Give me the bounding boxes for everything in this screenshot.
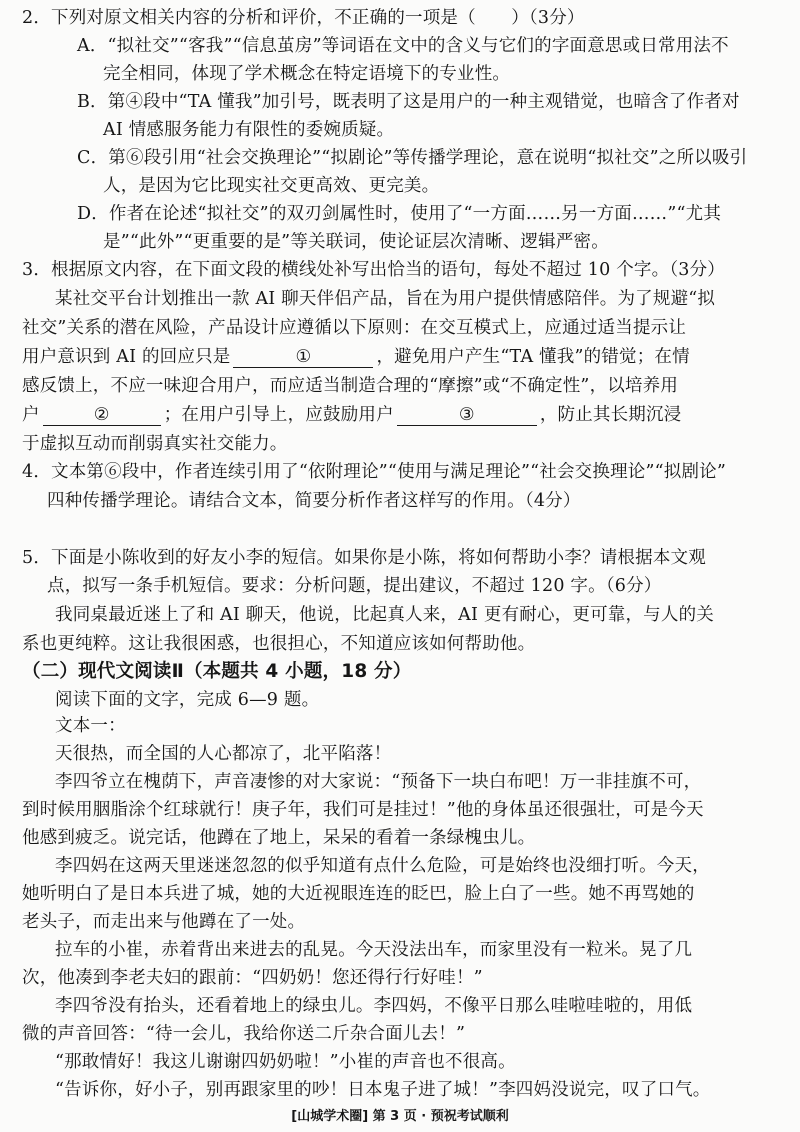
- answer-blank-2[interactable]: ②: [43, 405, 161, 426]
- q2-option-d-cont: 是”“此外”“更重要的是”等关联词，使论证层次清晰、逻辑严密。: [103, 232, 609, 252]
- section-heading: （二）现代文阅读Ⅱ（本题共 4 小题，18 分）: [22, 661, 412, 682]
- story-line: 老头子，而走出来与他蹲在了一处。: [22, 912, 306, 932]
- q3-passage-text: ，防止其长期沉浸: [539, 405, 682, 425]
- story-line: “那敢情好！我这儿谢谢四奶奶啦！”小崔的声音也不很高。: [55, 1052, 516, 1072]
- q2-option-a: A．“拟社交”“客我”“信息茧房”等词语在文中的含义与它们的字面意思或日常用法不: [77, 36, 729, 56]
- story-line: 他感到疲乏。说完话，他蹲在了地上，呆呆的看着一条绿槐虫儿。: [22, 828, 536, 848]
- section-instruction: 阅读下面的文字，完成 6—9 题。: [55, 690, 320, 710]
- answer-blank-1[interactable]: ①: [233, 347, 373, 368]
- q3-stem: 3．根据原文内容，在下面文段的横线处补写出恰当的语句，每处不超过 10 个字。（3分）: [22, 260, 726, 280]
- story-line: 她听明白了是日本兵进了城，她的大近视眼连连的眨巴，脸上白了一些。她不再骂她的: [22, 884, 695, 904]
- story-line: 李四爷没有抬头，还看着地上的绿虫儿。李四妈，不像平日那么哇啦哇啦的，用低: [55, 996, 693, 1016]
- q5-sms-text: 系也更纯粹。这让我很困惑，也很担心，不知道应该如何帮助他。: [22, 634, 536, 654]
- q3-passage-line: 感反馈上，不应一味迎合用户，而应适当制造合理的“摩擦”或“不确定性”，以培养用: [22, 376, 679, 396]
- story-line: 李四妈在这两天里迷迷忽忽的似乎知道有点什么危险，可是始终也没细打听。今天，: [55, 856, 710, 876]
- story-line: 到时候用胭脂涂个红球就行！庚子年，我们可是挂过！”他的身体虽还很强壮，可是今天: [22, 800, 704, 820]
- q2-stem: 2．下列对原文相关内容的分析和评价，不正确的一项是（ ）（3分）: [22, 8, 585, 28]
- story-line: 天很热，而全国的人心都凉了，北平陷落！: [55, 744, 392, 764]
- story-line: 李四爷立在槐荫下，声音凄惨的对大家说：“预备下一块白布吧！万一非挂旗不可，: [55, 772, 702, 792]
- q3-passage-text: 用户意识到 AI 的回应只是: [22, 347, 231, 367]
- q2-option-d: D．作者在论述“拟社交”的双刃剑属性时，使用了“一方面……另一方面……”“尤其: [77, 204, 722, 224]
- q2-option-c: C．第⑥段引用“社会交换理论”“拟剧论”等传播学理论，意在说明“拟社交”之所以吸引: [77, 148, 748, 168]
- answer-blank-3[interactable]: ③: [397, 405, 537, 426]
- q3-passage-line: 于虚拟互动而削弱真实社交能力。: [22, 434, 288, 454]
- q2-option-a-cont: 完全相同，体现了学术概念在特定语境下的专业性。: [103, 64, 511, 84]
- q2-option-b-cont: AI 情感服务能力有限性的委婉质疑。: [103, 120, 395, 140]
- story-line: 微的声音回答：“待一会儿，我给你送二斤杂合面儿去！”: [22, 1024, 466, 1044]
- story-line: “告诉你，好小子，别再跟家里的吵！日本鬼子进了城！”李四妈没说完，叹了口气。: [55, 1080, 711, 1100]
- q3-passage-text: ，避免用户产生“TA 懂我”的错觉；在情: [376, 347, 690, 367]
- q3-passage-line: 某社交平台计划推出一款 AI 聊天伴侣产品，旨在为用户提供情感陪伴。为了规避“拟: [55, 289, 716, 309]
- story-line: 拉车的小崔，赤着背出来进去的乱晃。今天没法出车，而家里没有一粒米。晃了几: [55, 940, 693, 960]
- story-line: 次，他凑到李老夫妇的跟前：“四奶奶！您还得行行好哇！”: [22, 968, 483, 988]
- q3-passage-text: ；在用户引导上，应鼓励用户: [163, 405, 394, 425]
- text-label: 文本一：: [55, 716, 126, 736]
- q4-stem: 4．文本第⑥段中，作者连续引用了“依附理论”“使用与满足理论”“社会交换理论”“拟剧论”: [22, 462, 727, 482]
- q2-option-c-cont: 人，是因为它比现实社交更高效、更完美。: [103, 176, 440, 196]
- q3-passage-line: 社交”关系的潜在风险，产品设计应遵循以下原则：在交互模式上，应通过适当提示让: [22, 318, 687, 338]
- q5-stem-cont: 点，拟写一条手机短信。要求：分析问题，提出建议，不超过 120 字。（6分）: [47, 576, 662, 596]
- q3-passage-text: 户: [22, 405, 40, 425]
- q5-sms-text: 我同桌最近迷上了和 AI 聊天，他说，比起真人来，AI 更有耐心，更可靠，与人的关: [55, 605, 714, 625]
- q5-stem: 5．下面是小陈收到的好友小李的短信。如果你是小陈，将如何帮助小李？请根据本文观: [22, 548, 706, 568]
- q3-passage-line: [22, 403, 681, 427]
- page-footer: [山城学术圈] 第 3 页 · 预祝考试顺利: [291, 1109, 509, 1124]
- q4-stem-cont: 四种传播学理论。请结合文本，简要分析作者这样写的作用。（4分）: [47, 491, 581, 511]
- q2-option-b: B．第④段中“TA 懂我”加引号，既表明了这是用户的一种主观错觉，也暗含了作者对: [77, 92, 740, 112]
- q3-passage-line: [22, 345, 690, 369]
